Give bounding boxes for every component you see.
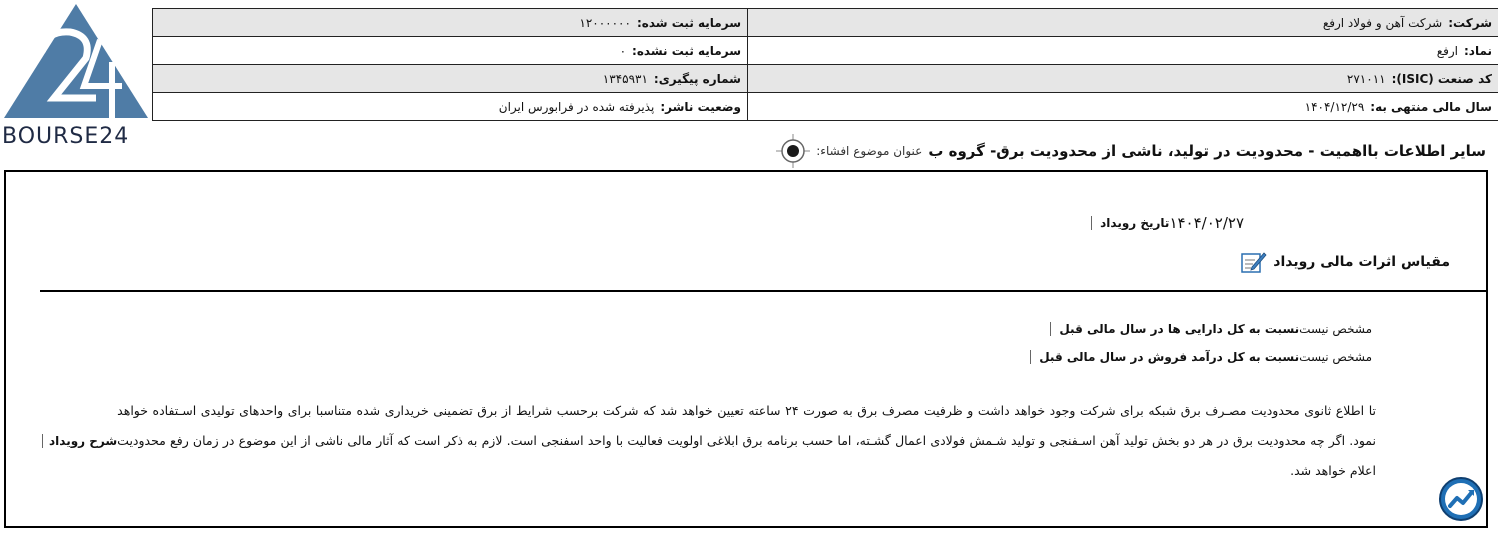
ratio-row-revenue	[1030, 346, 1380, 368]
ratio-label: نسبت به کل درآمد فروش در سال مالی قبل	[1030, 350, 1299, 364]
info-cell	[748, 9, 1498, 37]
event-date-row	[1091, 212, 1280, 234]
subject-title: سایر اطلاعات بااهمیت - محدودیت در تولید، ناشی از محدودیت برق- گروه ب	[928, 142, 1486, 160]
ratio-row-assets	[1050, 318, 1380, 340]
info-cell	[153, 9, 748, 37]
table-row	[153, 9, 1498, 37]
event-description-label: شرح رویداد	[42, 434, 117, 448]
info-value: ارفع	[1436, 43, 1458, 58]
info-value: ۱۲۰۰۰۰۰۰	[579, 15, 631, 30]
section-divider	[40, 290, 1486, 292]
info-label: سال مالی منتهی به:	[1370, 99, 1492, 114]
target-bullet-icon	[776, 134, 810, 168]
info-value: ۱۴۰۴/۱۲/۲۹	[1304, 99, 1365, 114]
table-row	[153, 65, 1498, 93]
event-date-value: ۱۴۰۴/۰۲/۲۷	[1169, 214, 1244, 232]
info-value: پذیرفته شده در فرابورس ایران	[498, 99, 655, 114]
info-cell	[748, 37, 1498, 65]
info-value: شرکت آهن و فولاد ارفع	[1322, 15, 1443, 30]
info-label: سرمایه ثبت نشده:	[632, 43, 741, 58]
info-label: شماره پیگیری:	[653, 71, 741, 86]
info-label: کد صنعت (ISIC):	[1391, 71, 1492, 86]
info-label: سرمایه ثبت شده:	[636, 15, 741, 30]
info-value: ۰	[619, 43, 627, 58]
bourse24-logo	[0, 0, 152, 150]
info-cell	[153, 37, 748, 65]
info-value: ۱۳۴۵۹۳۱	[602, 71, 648, 86]
subject-label: عنوان موضوع افشاء:	[816, 144, 923, 158]
disclosure-subject	[776, 134, 1486, 168]
event-details-panel	[4, 170, 1488, 528]
info-cell	[748, 65, 1498, 93]
table-row	[153, 37, 1498, 65]
section-title: مقیاس اثرات مالی رویداد	[1273, 254, 1450, 270]
ratio-label: نسبت به کل دارایی ها در سال مالی قبل	[1050, 322, 1299, 336]
info-label: وضعیت ناشر:	[660, 99, 741, 114]
info-cell	[153, 65, 748, 93]
company-info-table	[152, 8, 1498, 121]
logo-text: BOURSE24	[2, 124, 130, 149]
financial-impact-section-title	[1241, 250, 1450, 274]
info-label: شرکت:	[1448, 15, 1492, 30]
ratio-value: مشخص نیست	[1299, 350, 1372, 364]
info-cell	[748, 93, 1498, 121]
chart-trend-icon[interactable]	[1438, 476, 1484, 522]
info-cell	[153, 93, 748, 121]
table-row	[153, 93, 1498, 121]
ratio-value: مشخص نیست	[1299, 322, 1372, 336]
edit-note-icon	[1241, 250, 1267, 274]
event-date-label: تاریخ رویداد	[1091, 216, 1169, 230]
info-value: ۲۷۱۰۱۱	[1346, 71, 1386, 86]
event-description-text: تا اطلاع ثانوی محدودیت مصـرف برق شبکه برای شرکت وجود خواهد داشت و ظرفیت مصرف برق به صورت ۲۴ ساعته تعیین خواهد شد که شرکت برحسب شرایط از برق تضمینی خریداری شده متناسبا برای واحدهای تولیدی اسـتفاده خواهد نمود. اگر چه محدودیت برق در هر دو بخش تولید آهن اسـفنجی و تولید شـمش فولادی اعمال گشـته، اما حسب برنامه برق ابلاغی اولویت فعالیت با واحد اسفنجی است. لازم به ذکر است که آثار مالی ناشی از این موضوع در زمان رفع محدودیت اعلام خواهد شد.	[117, 403, 1376, 478]
event-description-row	[42, 396, 1382, 486]
info-label: نماد:	[1463, 43, 1492, 58]
logo-mark-icon	[0, 0, 152, 124]
